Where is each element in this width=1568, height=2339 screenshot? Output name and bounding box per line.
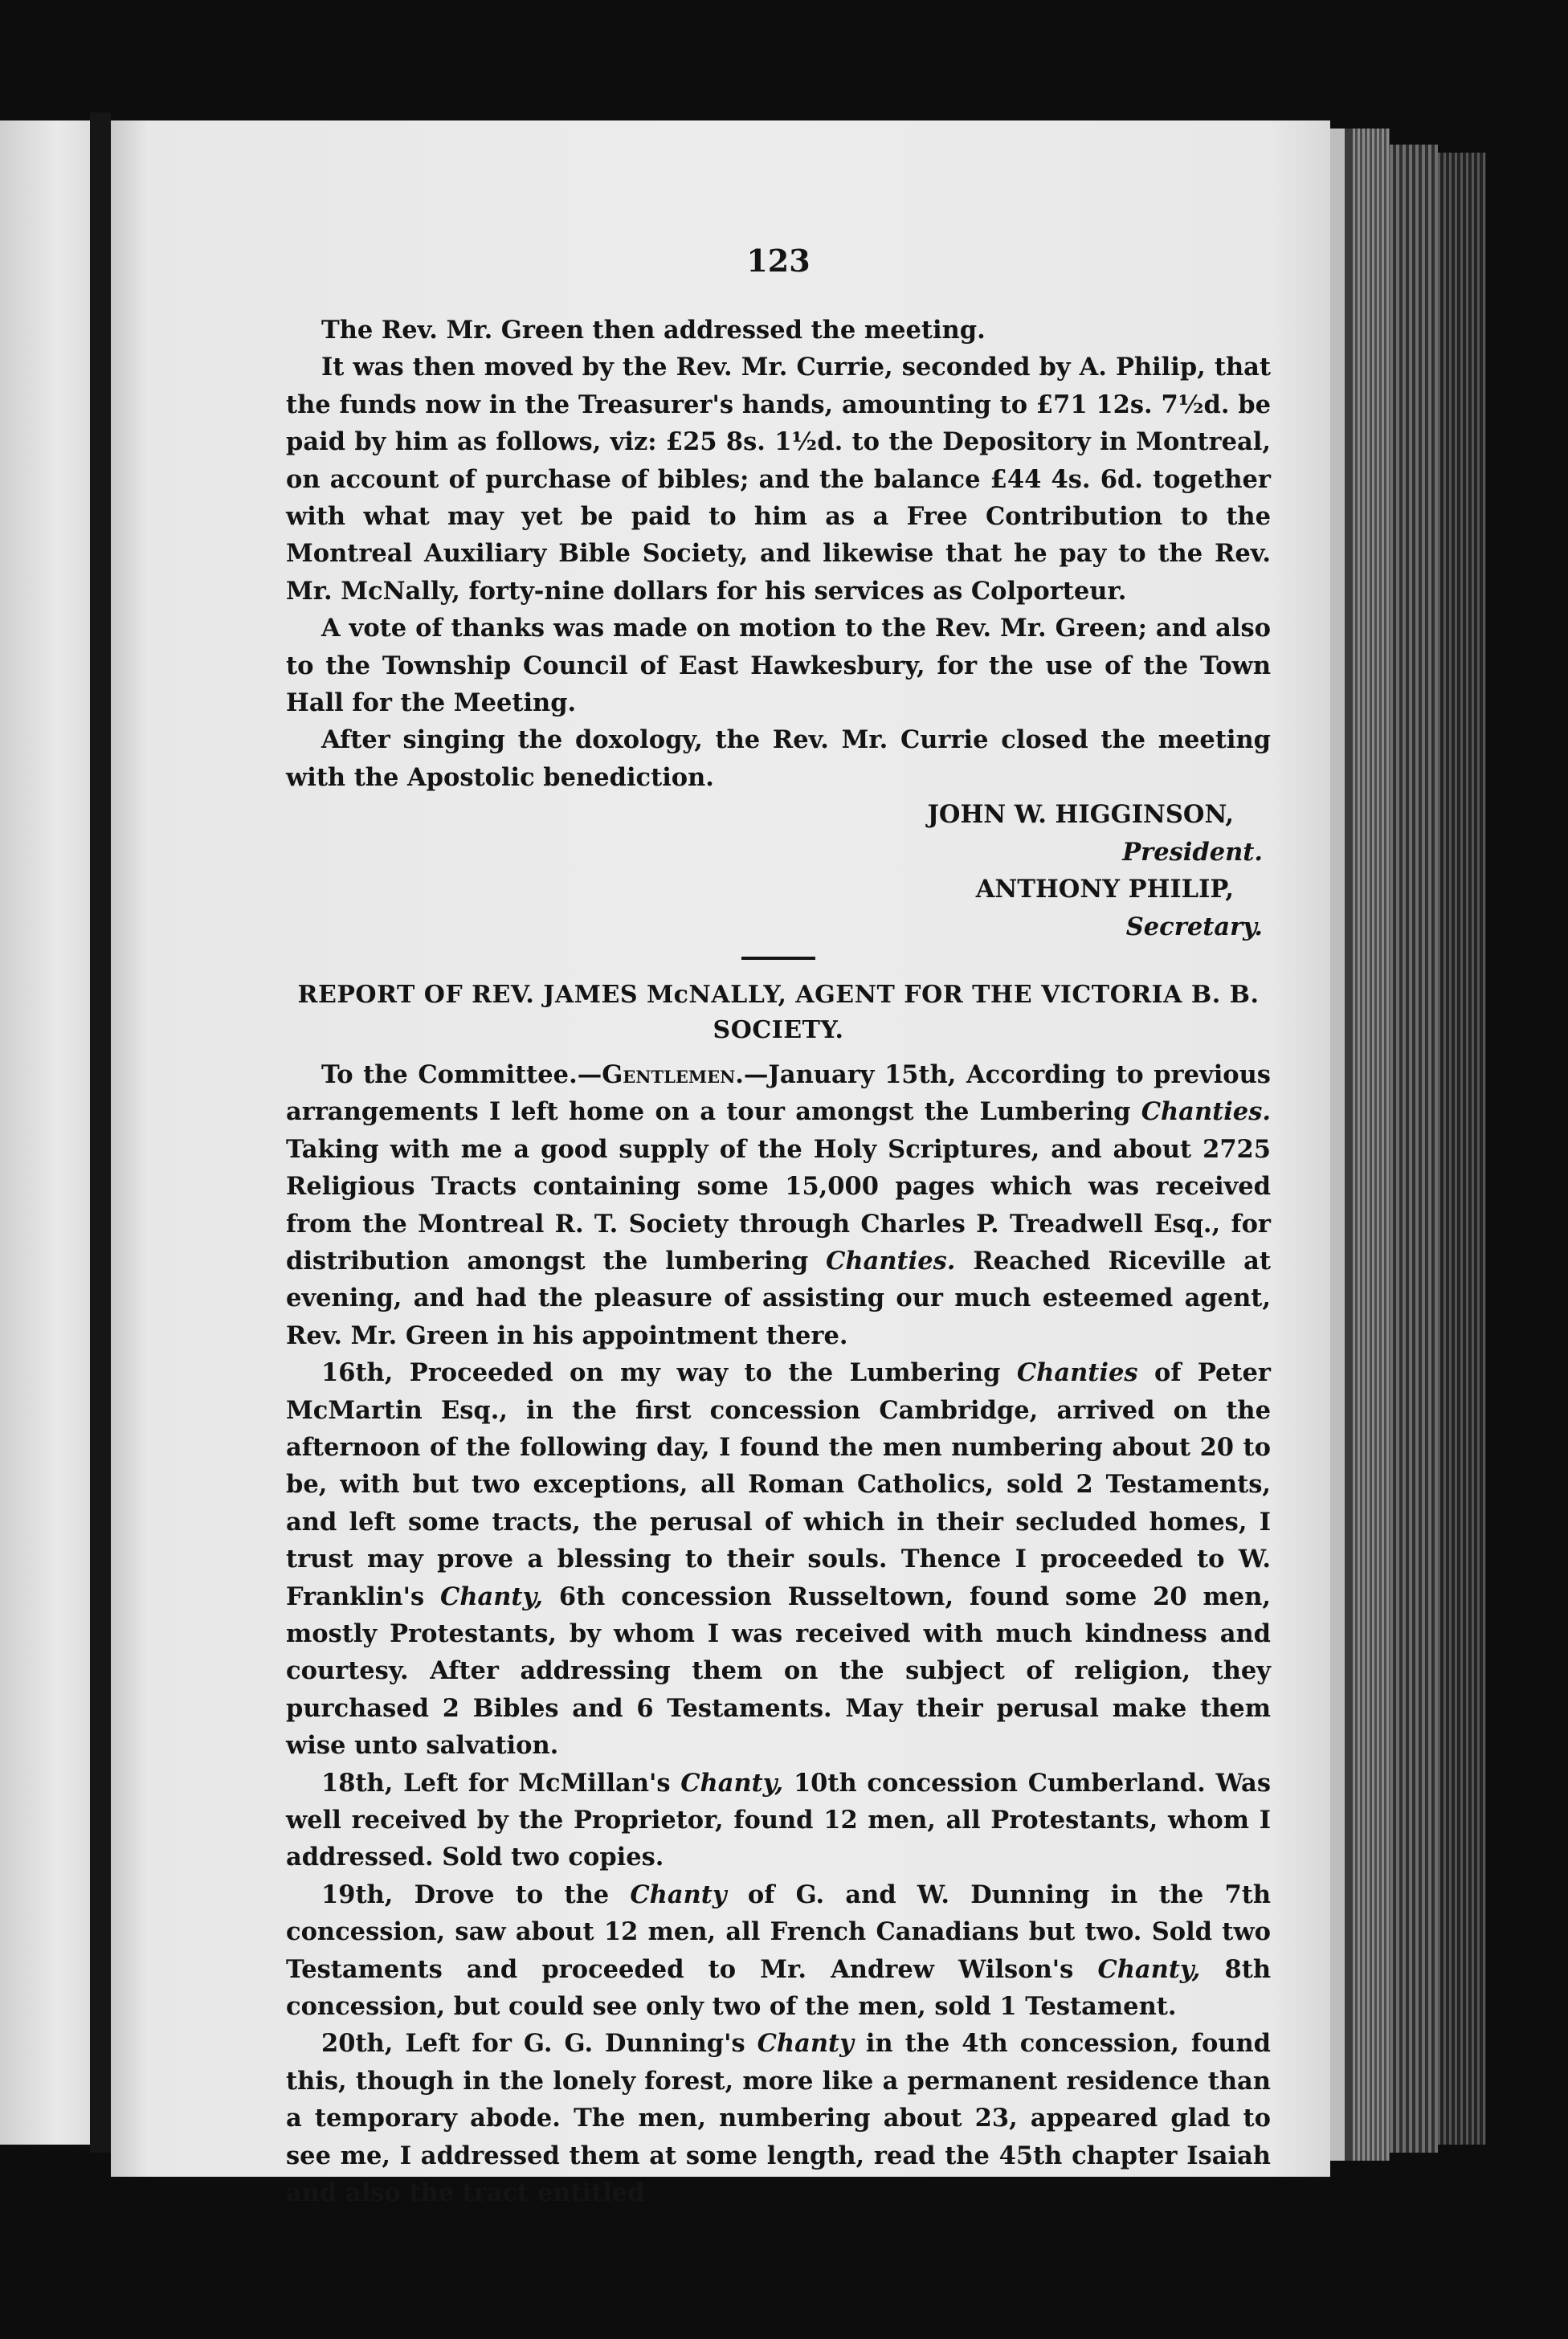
paragraph: It was then moved by the Rev. Mr. Currie, seconded by A. Philip, that the funds now in the Treasurer's hands, amounting to £71 12s. 7½d. be paid by him as follows, viz: £25 8s. 1½d. to the Depository in Montreal, on account of purchase of bibles; and the balance £44 4s. 6d. together with what may yet be paid to him as a Free Contribution to the Montreal Auxiliary Bible Society, and likewise that he pay to the Rev. Mr. McNally, forty-nine dollars for his services as Colporteur. bbox=[286, 353, 1271, 606]
text-run: 6th concession Russeltown, found some 20 men, mostly Protestants, by whom I was received with much kindness and courtesy. After addressing them on the subject of religion, they purchased 2 Bibles and 6 Testaments. May their perusal make them wise unto salvation. bbox=[286, 1582, 1271, 1761]
report-heading: REPORT OF REV. JAMES McNALLY, AGENT FOR THE VICTORIA B. B. SOCIETY. bbox=[297, 980, 1260, 1044]
italic-term: Chanty, bbox=[440, 1582, 543, 1611]
italic-term: Chanty, bbox=[1097, 1954, 1201, 1984]
text-run: Reached Riceville at evening, and had the pleasure of assisting our much esteemed agent, Rev. Mr. Green in his appointment there. bbox=[286, 1246, 1271, 1350]
secretary-title: Secretary. bbox=[1125, 912, 1263, 941]
text-run: 8th concession, but could see only two of the men, sold 1 Testament. bbox=[286, 1954, 1271, 2022]
italic-term: Chanties bbox=[1016, 1358, 1138, 1388]
italic-term: Chanty bbox=[630, 1880, 727, 1909]
text-run: of G. and W. Dunning in the 7th concession, saw about 12 men, all French Canadians but two. Sold two Testaments and proceeded to Mr. Andrew Wilson's bbox=[286, 1880, 1271, 1984]
page-edge-shadow bbox=[1345, 129, 1353, 2161]
text-run: —January 15th, According to previous arrangements I left home on a tour amongst the Lumbering bbox=[286, 1059, 1271, 1127]
page-number: 123 bbox=[746, 243, 811, 279]
text-run: 18th, Left for McMillan's bbox=[321, 1768, 681, 1798]
text-run: 19th, Drove to the bbox=[321, 1880, 631, 1909]
text-run: of Peter McMartin Esq., in the first concession Cambridge, arrived on the afternoon of the following day, I found the men numbering about 20 to be, with but two exceptions, all Roman Catholics, sold 2 Testaments, and left some tracts, the perusal of which in their secluded homes, I trust may prove a blessing to their souls. Thence I proceeded to W. Franklin's bbox=[286, 1358, 1271, 1611]
italic-term: Chanties. bbox=[1141, 1097, 1271, 1127]
book-gutter bbox=[90, 112, 111, 2153]
text-run: 20th, Left for G. G. Dunning's bbox=[321, 2029, 757, 2059]
text-run: 16th, Proceeded on my way to the Lumbering bbox=[321, 1358, 1017, 1388]
page-content bbox=[286, 241, 1271, 2212]
report-paragraph bbox=[286, 1765, 1271, 1876]
president-title: President. bbox=[1122, 837, 1263, 867]
italic-term: Chanty, bbox=[680, 1768, 784, 1798]
report-paragraph bbox=[286, 2025, 1271, 2211]
italic-term: Chanty bbox=[757, 2029, 854, 2059]
paragraph: The Rev. Mr. Green then addressed the meeting. bbox=[321, 316, 986, 345]
text-run: To the Committee.— bbox=[321, 1059, 602, 1089]
paragraph: After singing the doxology, the Rev. Mr. Currie closed the meeting with the Apostolic benediction. bbox=[286, 725, 1271, 792]
salutation: Gentlemen. bbox=[602, 1059, 744, 1089]
page-stack bbox=[1353, 129, 1390, 2161]
report-paragraph bbox=[286, 1056, 1271, 1354]
text-run: in the 4th concession, found this, though in the lonely forest, more like a permanent residence than a temporary abode. The men, numbering about 23, appeared glad to see me, I addressed them at some length, read the 45th chapter Isaiah and also the tract entitled bbox=[286, 2029, 1271, 2208]
section-divider bbox=[741, 957, 815, 960]
page-edge bbox=[1330, 129, 1345, 2161]
page-stack bbox=[1438, 153, 1486, 2145]
text-run: Taking with me a good supply of the Holy Scriptures, and about 2725 Religious Tracts containing some 15,000 pages which was received from the Montreal R. T. Society through Charles P. Treadwell Esq., for distribution amongst the lumbering bbox=[286, 1134, 1271, 1276]
text-run: 10th concession Cumberland. Was well received by the Proprietor, found 12 men, all Protestants, whom I addressed. Sold two copies. bbox=[286, 1768, 1271, 1872]
signature-block bbox=[286, 796, 1271, 945]
report-paragraph bbox=[286, 1354, 1271, 1764]
paragraph: A vote of thanks was made on motion to the Rev. Mr. Green; and also to the Township Council of East Hawkesbury, for the use of the Town Hall for the Meeting. bbox=[286, 614, 1271, 718]
facing-page-edge bbox=[0, 120, 95, 2145]
italic-term: Chanties. bbox=[826, 1246, 956, 1276]
secretary-name: ANTHONY PHILIP, bbox=[975, 875, 1234, 904]
page-stack bbox=[1390, 145, 1438, 2153]
report-paragraph bbox=[286, 1876, 1271, 2026]
president-name: JOHN W. HIGGINSON, bbox=[927, 800, 1234, 830]
